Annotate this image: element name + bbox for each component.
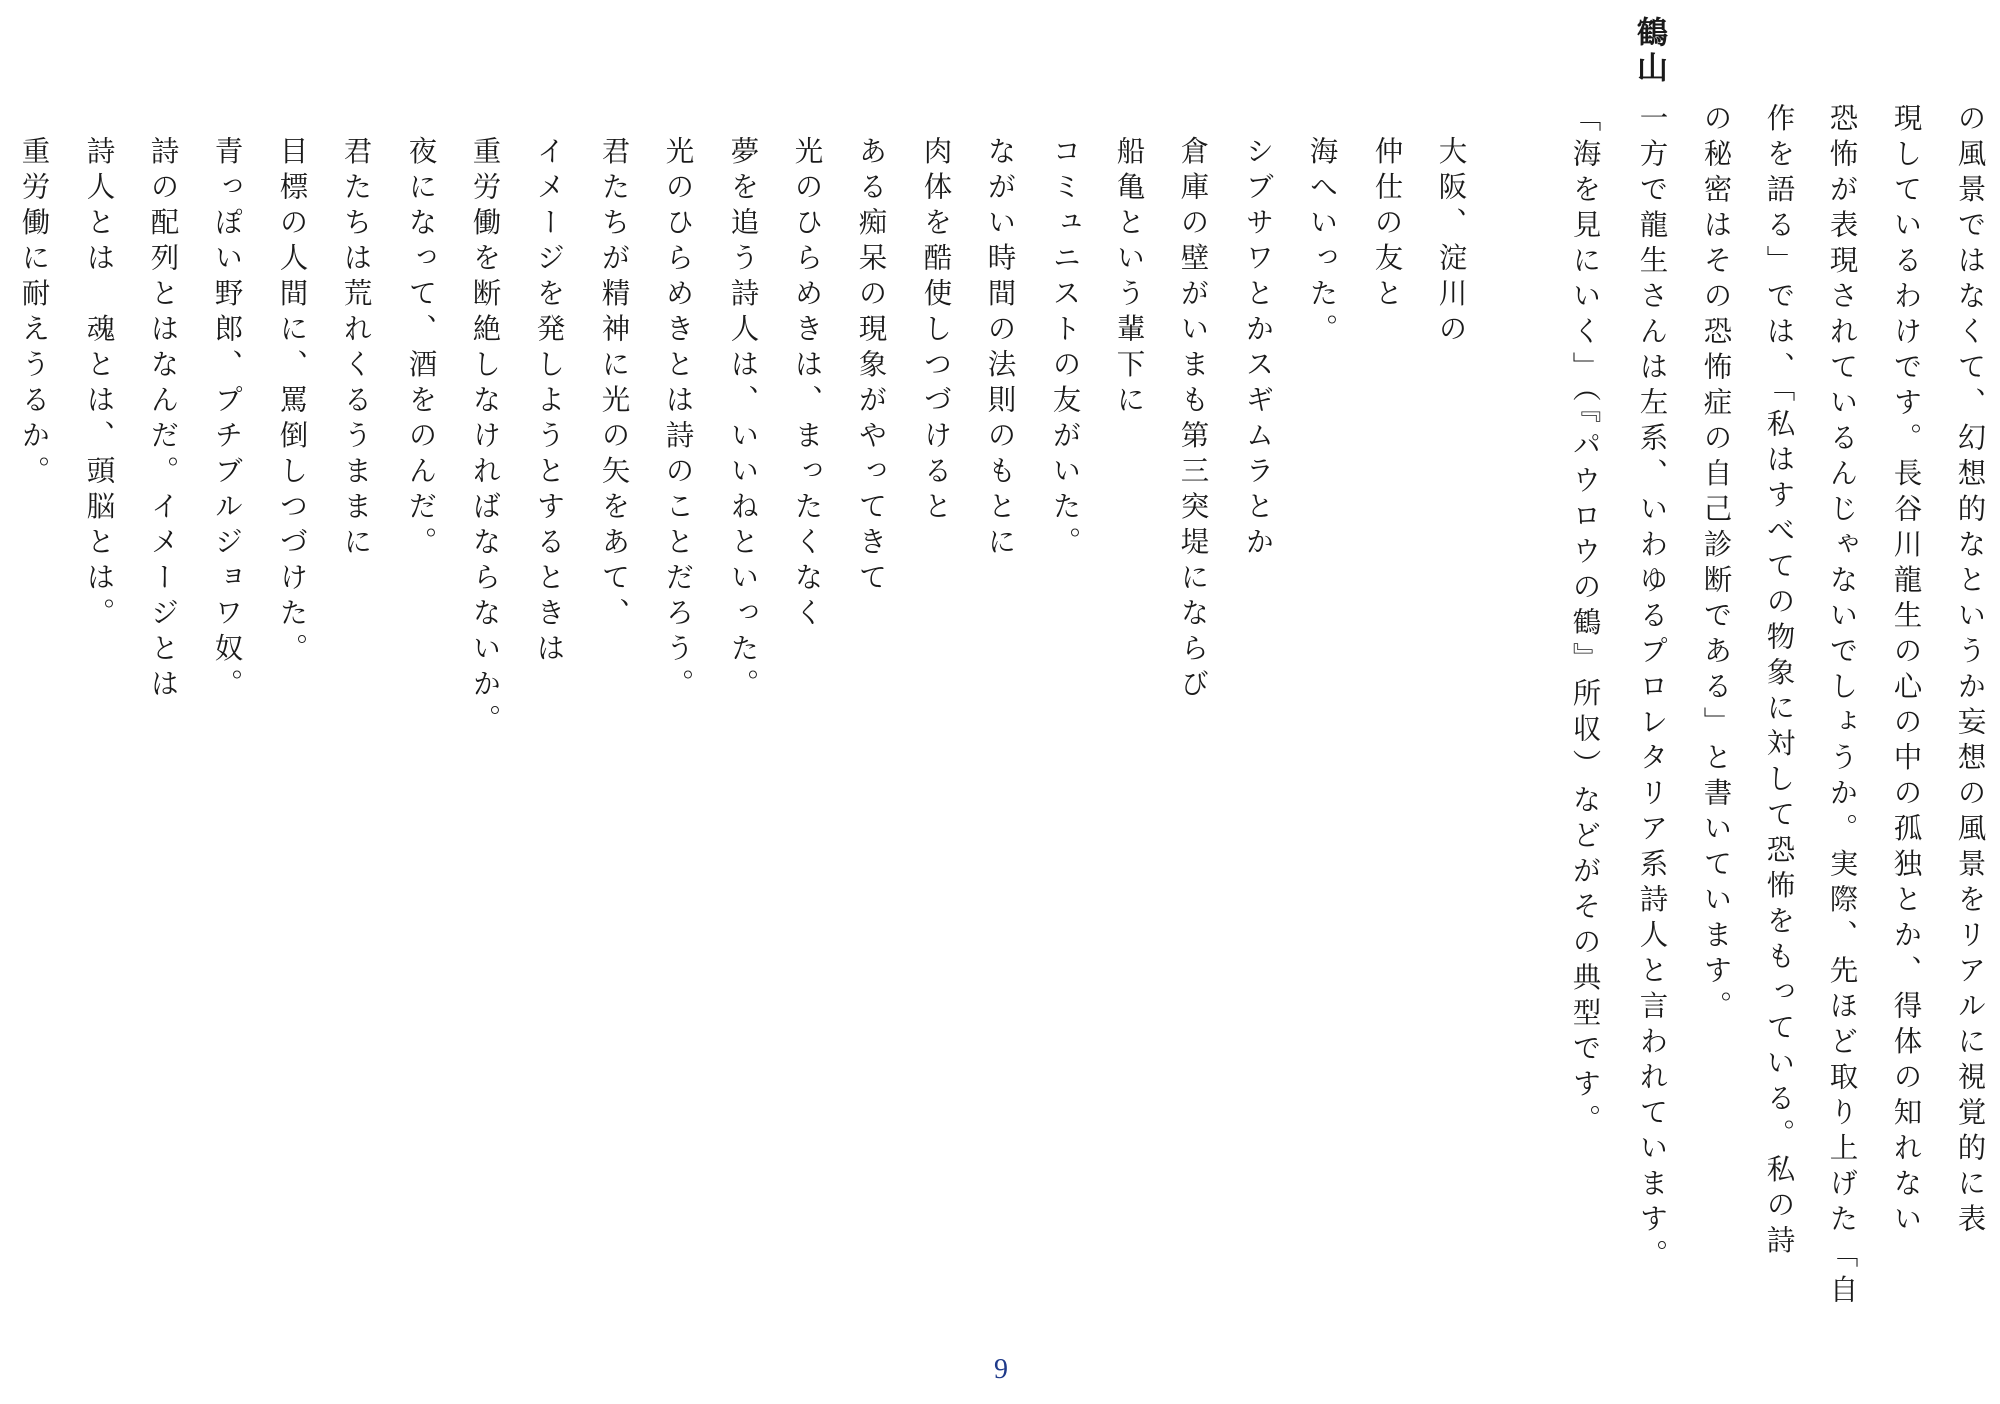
prose-line: の風景ではなくて、幻想的なというか妄想の風景をリアルに視覚的に表 [1953, 103, 1987, 1239]
poem-line: コミュニストの友がいた。 [1048, 136, 1082, 562]
poem-line: 君たちが精神に光の矢をあて、 [597, 136, 631, 633]
poem-line: 重労働を断絶しなければならないか。 [468, 136, 502, 740]
poem-line: 詩人とは 魂とは、頭脳とは。 [82, 136, 116, 633]
prose-line: 「海を見にいく」（『パウロウの鶴』所収）などがその典型です。 [1568, 103, 1602, 1140]
poem-line: イメージを発しようとするときは [532, 136, 566, 669]
poem-line: 肉体を酷使しつづけると [919, 136, 953, 527]
poem-line: 君たちは荒れくるうままに [339, 136, 373, 562]
poem-line: ある痴呆の現象がやってきて [854, 136, 888, 598]
poem-line: 海へいった。 [1305, 136, 1339, 349]
poem-line: 倉庫の壁がいまも第三突堤にならび [1176, 136, 1210, 704]
prose-line: 現しているわけです。長谷川龍生の心の中の孤独とか、得体の知れない [1889, 103, 1923, 1239]
poem-title: 鶴山 [1631, 16, 1667, 86]
prose-line: 恐怖が表現されているんじゃないでしょうか。実際、先ほど取り上げた「自 [1825, 103, 1859, 1310]
poem-line: 光のひらめきは、まったくなく [790, 136, 824, 633]
page-number: 9 [994, 1354, 1008, 1385]
poem-line: シブサワとかスギムラとか [1241, 136, 1275, 562]
poem-line: 詩の配列とはなんだ。イメージとは [146, 136, 180, 704]
poem-line: 光のひらめきとは詩のことだろう。 [661, 136, 695, 704]
poem-line: 重労働に耐えうるか。 [17, 136, 51, 491]
poem-line: 大阪、淀川の [1434, 136, 1468, 349]
poem-line: 夜になって、酒をのんだ。 [404, 136, 438, 562]
poem-line: 仲仕の友と [1370, 136, 1404, 314]
prose-line: 一方で龍生さんは左系、いわゆるプロレタリア系詩人と言われています。 [1635, 103, 1669, 1275]
prose-line: の秘密はその恐怖症の自己診断である」と書いています。 [1699, 103, 1733, 1026]
poem-line: ながい時間の法則のもとに [983, 136, 1017, 562]
poem-line: 船亀という輩下に [1112, 136, 1146, 420]
poem-line: 夢を追う詩人は、いいねといった。 [726, 136, 760, 704]
poem-line: 目標の人間に、罵倒しつづけた。 [275, 136, 309, 669]
prose-line: 作を語る」では、「私はすべての物象に対して恐怖をもっている。私の詩 [1762, 103, 1796, 1261]
poem-line: 青っぽい野郎、プチブルジョワ奴。 [210, 136, 244, 704]
